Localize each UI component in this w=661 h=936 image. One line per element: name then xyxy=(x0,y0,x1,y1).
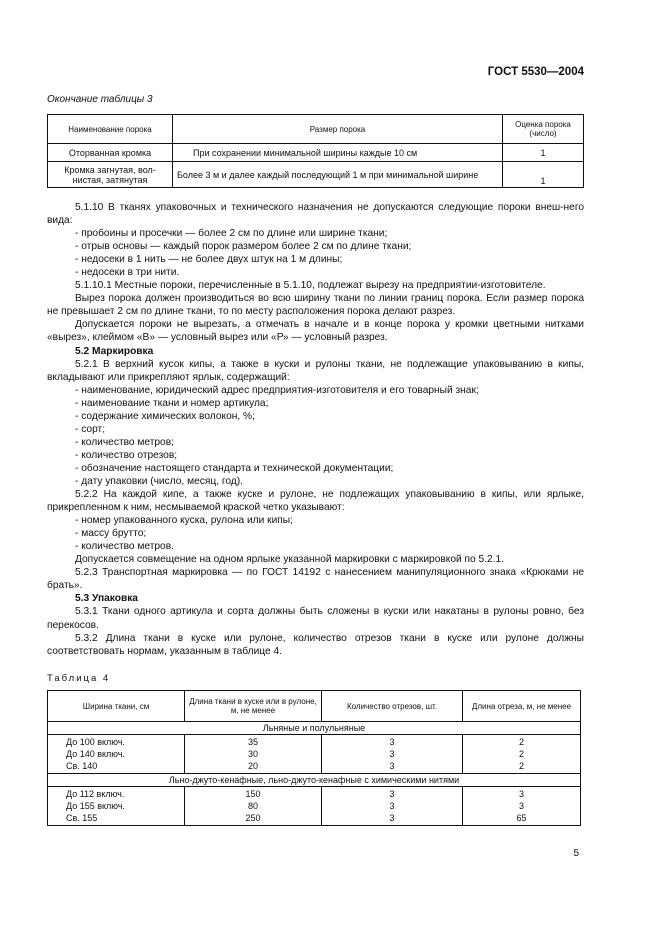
list-item: - массу брутто; xyxy=(75,528,147,540)
table-row xyxy=(48,787,581,826)
table4-header-row xyxy=(48,691,581,722)
table4-cell-cuts xyxy=(322,735,463,774)
table4-cuts: 3 xyxy=(389,761,395,771)
table4-cut-length: 2 xyxy=(518,737,524,747)
table4-length: 250 xyxy=(245,813,261,823)
table4-cuts: 3 xyxy=(389,749,395,759)
table4-group-row xyxy=(48,722,581,735)
page-number: 5 xyxy=(573,848,579,859)
paragraph: 5.1.10.1 Местные пороки, перечисленные в 5.1.10, подлежат вырезу на предприятии-изготовителе. xyxy=(75,280,546,292)
table4-width: Св. 140 xyxy=(66,761,98,771)
table4 xyxy=(47,690,581,826)
table-row xyxy=(48,735,581,774)
table4-col-cut-length: Длина отреза, м, не менее xyxy=(463,691,581,722)
table4-width: До 155 включ. xyxy=(66,801,126,811)
table3-cell-name: Кромка загнутая, вол-нистая, затянутая xyxy=(48,162,173,188)
table3-col-size: Размер порока xyxy=(173,115,503,144)
table4-group-row xyxy=(48,774,581,787)
table4-cut-length: 3 xyxy=(518,789,524,799)
table4-length: 80 xyxy=(247,801,258,811)
table4-width: До 140 включ. xyxy=(66,749,126,759)
list-item: - недосеки в три нити. xyxy=(75,267,180,279)
section-heading-5-3: 5.3 Упаковка xyxy=(75,593,138,605)
table3-cell-size xyxy=(173,162,503,188)
table4-col-cuts: Количество отрезов, шт. xyxy=(322,691,463,722)
paragraph: 5.2.1 В верхний кусок кипы, а также в куски и рулоны ткани, не подлежащие упаковыванию в кипы, вкладывают или прикрепляют ярлык, содержащий: xyxy=(47,358,584,383)
table4-cell-widths xyxy=(48,787,185,826)
list-item: - количество отрезов; xyxy=(75,449,178,461)
table4-caption: Таблица 4 xyxy=(47,673,111,684)
table4-length: 35 xyxy=(247,737,258,747)
table4-length: 30 xyxy=(247,749,258,759)
list-item: - дату упаковки (число, месяц, год). xyxy=(75,475,243,487)
table4-cell-cut-lengths xyxy=(463,735,581,774)
table4-cuts: 3 xyxy=(389,801,395,811)
table3-caption: Окончание таблицы 3 xyxy=(47,94,153,105)
table4-cuts: 3 xyxy=(389,789,395,799)
paragraph: 5.3.1 Ткани одного артикула и сорта должны быть сложены в куски или накатаны в рулоны ровно, без перекосов. xyxy=(47,606,584,631)
list-item: - содержание химических волокон, %; xyxy=(75,410,255,422)
table4-col-length: Длина ткани в куске или в рулоне, м, не менее xyxy=(185,691,322,722)
table4-cell-cut-lengths xyxy=(463,787,581,826)
list-item: - недосеки в 1 нить — не более двух штук на 1 м длины; xyxy=(75,254,343,266)
table4-col-width: Ширина ткани, см xyxy=(48,691,185,722)
paragraph: 5.3.2 Длина ткани в куске или рулоне, количество отрезов ткани в куске или рулоне должны соответствовать нормам, указанным в таблице 4. xyxy=(47,632,584,657)
table4-cuts: 3 xyxy=(389,813,395,823)
table4-cell-lengths xyxy=(185,735,322,774)
table4-width: До 100 включ. xyxy=(66,737,126,747)
list-item: - отрыв основы — каждый порок размером более 2 см по длине ткани; xyxy=(75,241,412,253)
document-standard-header: ГОСТ 5530—2004 xyxy=(487,66,584,78)
list-item: - номер упакованного куска, рулона или кипы; xyxy=(75,515,293,527)
table4-cut-length: 3 xyxy=(518,801,524,811)
table3-col-name: Наименование порока xyxy=(48,115,173,144)
paragraph: 5.2.2 На каждой кипе, а также куске и рулоне, не подлежащих упаковыванию в кипы, или ярлыке, прикрепленном к ним, несмываемой краской четко указывают: xyxy=(47,489,584,514)
table4-cell-lengths xyxy=(185,787,322,826)
table4-group-title: Льняные и полульняные xyxy=(48,722,581,735)
list-item: - сорт; xyxy=(75,423,106,435)
table-row xyxy=(48,162,584,188)
table4-length: 150 xyxy=(245,789,261,799)
list-item: - наименование ткани и номер артикула; xyxy=(75,397,269,409)
table4-cut-length: 65 xyxy=(516,813,527,823)
paragraph: 5.1.10 В тканях упаковочных и технического назначения не допускаются следующие пороки внеш-него вида: xyxy=(47,202,584,227)
list-item: - количество метров. xyxy=(75,541,174,553)
paragraph: Допускается совмещение на одном ярлыке указанной маркировки с маркировкой по 5.2.1. xyxy=(75,554,505,566)
list-item: - обозначение настоящего стандарта и технической документации; xyxy=(75,462,394,474)
table4-length: 20 xyxy=(247,761,258,771)
section-heading-5-2: 5.2 Маркировка xyxy=(75,345,154,357)
table3-cell-score: 1 xyxy=(503,144,584,162)
table4-cell-cuts xyxy=(322,787,463,826)
table3-header-row xyxy=(48,115,584,144)
list-item: - количество метров; xyxy=(75,436,174,448)
paragraph: Вырез порока должен производиться во всю ширину ткани по линии границ порока. Если размер порока не превышает 2 см по длине ткани, то по месту расположения порока делают разрез. xyxy=(47,293,584,318)
table-row xyxy=(48,144,584,162)
table3-cell-size: При сохранении минимальной ширины каждые 10 см xyxy=(173,144,503,162)
table4-width: До 112 включ. xyxy=(66,789,125,799)
paragraph: Допускается пороки не вырезать, а отмечать в начале и в конце порока у кромки цветными нитками «вырез», клеймом «В» — условный вырез или «Р» — условный разрез. xyxy=(47,319,584,344)
table4-cell-widths xyxy=(48,735,185,774)
paragraph: 5.2.3 Транспортная маркировка — по ГОСТ 14192 с нанесением манипуляционного знака «Крюками не брать». xyxy=(47,567,584,592)
table3-cell-name: Оторванная кромка xyxy=(48,144,173,162)
table3 xyxy=(47,114,584,188)
list-item: - наименование, юридический адрес предприятия-изготовителя и его товарный знак; xyxy=(75,384,479,396)
table4-cuts: 3 xyxy=(389,737,395,747)
table4-cut-length: 2 xyxy=(518,749,524,759)
body-text xyxy=(47,201,584,658)
table4-group-title: Льно-джуто-кенафные, льно-джуто-кенафные с химическими нитями xyxy=(48,774,581,787)
table3-col-score: Оценка порока (число) xyxy=(503,115,584,144)
table3-cell-score: 1 xyxy=(503,162,584,188)
table4-cut-length: 2 xyxy=(518,761,524,771)
table3-cell-size-text: Более 3 м и далее каждый последующий 1 м при минимальной ширине xyxy=(177,169,479,180)
list-item: - пробоины и просечки — более 2 см по длине или ширине ткани; xyxy=(75,228,388,240)
table4-width: Св. 155 xyxy=(66,813,98,823)
